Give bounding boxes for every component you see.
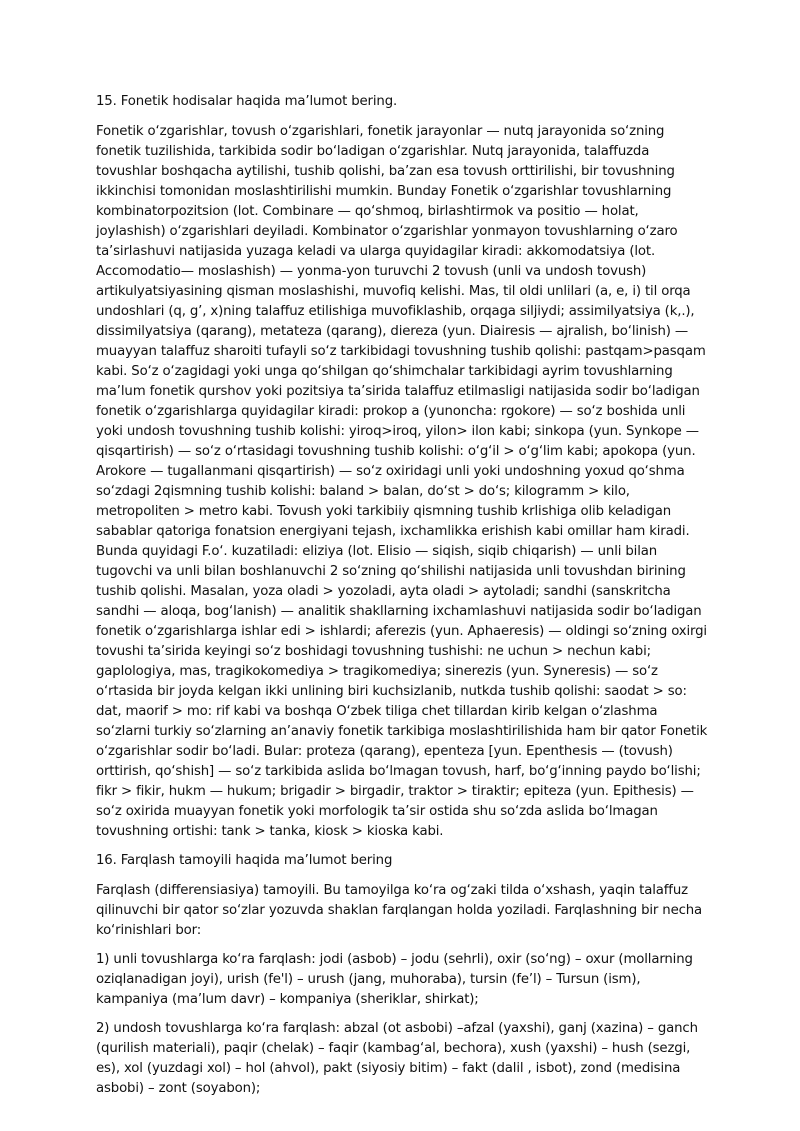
question-16-intro-paragraph: Farqlash (differensiasiya) tamoyili. Bu tamoyilga ko‘ra og‘zaki tilda o‘xshash, yaqin talaffuz qilinuvchi bir qator so‘zlar yozuvda shaklan farqlangan holda yoziladi. Farqlashning bir necha ko‘rinishlari bor:: [96, 883, 703, 938]
question-16-list-item-1: 1) unli tovushlarga ko‘ra farqlash: jodi (asbob) – jodu (sehrli), oxir (so‘ng) – oxur (mollarning oziqlanadigan joyi), urish (fe'l) – urush (jang, muhoraba), tursin (fe’l) – Tursun (ism), kampaniya (ma’lum davr) – kompaniya (sheriklar, shirkat);: [96, 952, 693, 1007]
question-16-list-item-2: 2) undosh tovushlarga ko‘ra farqlash: abzal (ot asbobi) –afzal (yaxshi), ganj (xazina) – ganch (qurilish materiali), paqir (chelak) – faqir (kambag‘al, bechora), xush (yaxshi) – hush (sezgi, es), xol (yuzdagi xol) – hol (ahvol), pakt (siyosiy bitim) – fakt (dalil , isbot), zond (medisina asbobi) – zont (soyabon);: [96, 1021, 698, 1096]
question-15-answer-paragraph: Fonetik o‘zgarishlar, tovush o‘zgarishlari, fonetik jarayonlar — nutq jarayonida so‘zning fonetik tuzilishida, tarkibida sodir bo‘ladigan o‘zgarishlar. Nutq jarayonida, talaffuzda tovushlar boshqacha aytilishi, tushib qolishi, ba’zan esa tovush orttirilishi, bir tovushning ikkinchisi tomonidan moslashtirilishi mumkin. Bunday Fonetik o‘zgarishlar tovushlarning kombinatorpozitsion (lot. Combinare — qo‘shmoq, birlashtirmok va positio — holat, joylashish) o‘zgarishlari deyiladi. Kombinator o‘zgarishlar yonmayon tovushlarning o‘zaro ta’sirlashuvi natijasida yuzaga keladi va ularga quyidagilar kiradi: akkomodatsiya (lot. Accomodatio— moslashish) — yonma-yon turuvchi 2 tovush (unli va undosh tovush) artikulyatsiyasining qisman moslashishi, muvofiq kelishi. Mas, til oldi unlilari (a, e, i) til orqa undoshlari (q, g’, x)ning talaffuz etilishiga muvofiklashib, orqaga siljiydi; assimilyatsiya (k,.), dissimilyatsiya (qarang), metateza (qarang), diereza (yun. Diairesis — ajralish, bo‘linish) — muayyan talaffuz sharoiti tufayli so‘z tarkibidagi tovushning tushib qolishi: pastqam>pasqam kabi. So‘z o‘zagidagi yoki unga qo‘shilgan qo‘shimchalar tarkibidagi ayrim tovushlarning ma’lum fonetik qurshov yoki pozitsiya ta’sirida talaffuz etilmasligi natijasida sodir bo‘ladigan fonetik o‘zgarishlarga quyidagilar kiradi: prokop a (yunoncha: rgokore) — so‘z boshida unli yoki undosh tovushning tushib kolishi: yiroq>iroq, yilon> ilon kabi; sinkopa (yun. Synkope — qisqartirish) — so‘z o‘rtasidagi tovushning tushib kolishi: o‘g‘il > o‘g‘lim kabi; apokopa (yun. Arokore — tugallanmani qisqartirish) — so‘z oxiridagi unli yoki undoshning yoxud qo‘shma so‘zdagi 2qismning tushib kolishi: baland > balan, do‘st > do‘s; kilogramm > kilo, metropoliten > metro kabi. Tovush yoki tarkibiiy qismning tushib krlishiga olib keladigan sabablar qatoriga fonatsion energiyani tejash, ixchamlikka erishish kabi omillar ham kiradi. Bunda quyidagi F.o‘. kuzatiladi: eliziya (lot. Elisio — siqish, siqib chiqarish) — unli bilan tugovchi va unli bilan boshlanuvchi 2 so‘zning qo‘shilishi natijasida unli tovushdan birining tushib qolishi. Masalan, yoza oladi > yozoladi, ayta oladi > aytoladi; sandhi (sanskritcha sandhi — aloqa, bog‘lanish) — analitik shakllarning ixchamlashuvi natijasida sodir bo‘ladigan fonetik o‘zgarishlarga ishlar edi > ishlardi; aferezis (yun. Aphaeresis) — oldingi so‘zning oxirgi tovushi ta’sirida keyingi so‘z boshidagi tovushning tushishi: ne uchun > nechun kabi; gaplologiya, mas, tragikokomediya > tragikomediya; sinerezis (yun. Syneresis) — so‘z o‘rtasida bir joyda kelgan ikki unlining biri kuchsizlanib, nutkda tushib qolishi: saodat > so: dat, maorif > mo: rif kabi va boshqa O‘zbek tiliga chet tillardan kirib kelgan o‘zlashma so‘zlarni turkiy so‘zlarning an’anaviy fonetik tarkibiga moslashtirilishida ham bir qator Fonetik o‘zgarishlar sodir bo‘ladi. Bular: proteza (qarang), epenteza [yun. Epenthesis — (tovush) orttirish, qo‘shish] — so‘z tarkibida aslida bo‘lmagan tovush, harf, bo‘g‘inning paydo bo‘lishi; fikr > fikir, hukm — hukum; brigadir > birgadir, traktor > tiraktir; epiteza (yun. Epithesis) — so‘z oxirida muayyan fonetik yoki morfologik ta’sir ostida shu so‘zda aslida bo‘lmagan tovushning ortishi: tank > tanka, kiosk > kioska kabi.: [96, 124, 708, 839]
document-page: [96, 92, 710, 1108]
question-15-heading: 15. Fonetik hodisalar haqida ma’lumot bering.: [96, 94, 398, 109]
question-16-heading: 16. Farqlash tamoyili haqida ma’lumot bering: [96, 853, 393, 868]
